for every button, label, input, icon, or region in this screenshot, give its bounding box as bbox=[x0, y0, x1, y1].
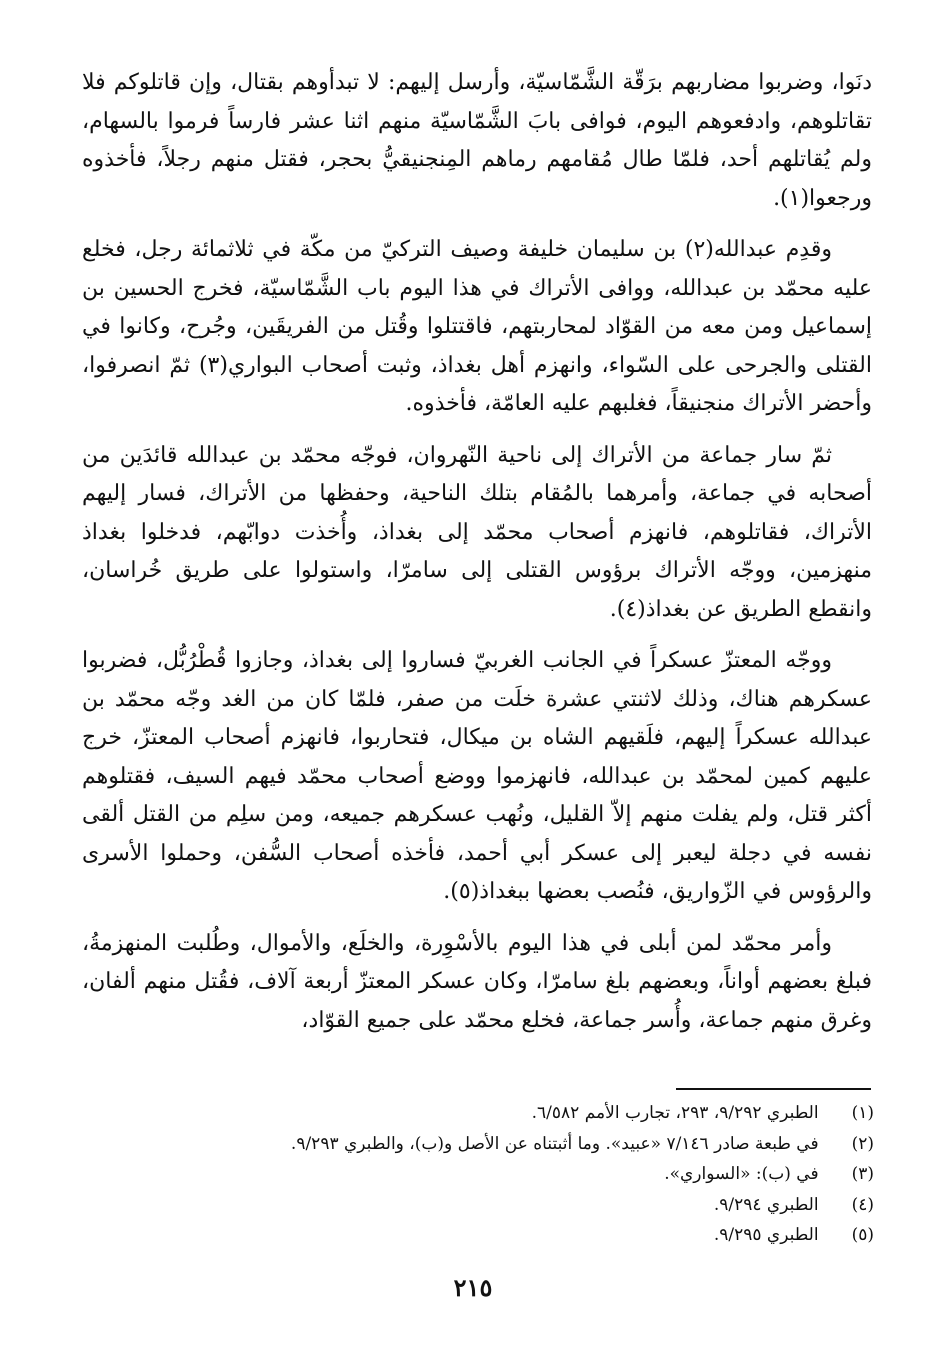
footnote-number: (٢) bbox=[851, 1133, 874, 1154]
paragraph: ثمّ سار جماعة من الأتراك إلى ناحية النّهروان، فوجّه محمّد بن عبدالله قائدَين من أصحابه في جماعة، وأمرهما بالمُقام بتلك الناحية، وحفظها من الأتراك، فسار إليهم الأتراك، فقاتلوهم، فانهزم أصحاب محمّد إلى بغداذ، وأُخذت دوابّهم، فدخلوا بغداذ منهزمين، ووجّه الأتراك برؤوس القتلى إلى سامرّا، واستولوا على طريق خُراسان، وانقطع الطريق عن بغداذ(٤). bbox=[82, 442, 872, 622]
footnote-text: الطبري ٩/٢٩٥. bbox=[713, 1225, 819, 1245]
footnote-number: (٥) bbox=[851, 1225, 874, 1245]
main-text bbox=[82, 64, 872, 1053]
footnote-text: في (ب): «السواري». bbox=[664, 1164, 819, 1184]
footnote bbox=[94, 1220, 874, 1251]
footnote-text: في طبعة صادر ٧/١٤٦ «عبيد». وما أثبتناه عن الأصل و(ب)، والطبري ٩/٢٩٣. bbox=[290, 1133, 819, 1154]
footnote-separator bbox=[676, 1088, 871, 1090]
page-number: ٢١٥ bbox=[453, 1273, 493, 1302]
footnote bbox=[94, 1098, 874, 1129]
footnote-number: (٤) bbox=[851, 1194, 874, 1215]
paragraph: ووجّه المعتزّ عسكراً في الجانب الغربيّ فساروا إلى بغداذ، وجازوا قُطْرُبُّل، فضربوا عسكرهم هناك، وذلك لاثنتي عشرة خلَت من صفر، فلمّا كان من الغد وجّه محمّد بن عبدالله عسكراً إليهم، فلَقيهم الشاه بن ميكال، فتحاربوا، فانهزم أصحاب المعتزّ، خرج عليهم كمين لمحمّد بن عبدالله، فانهزموا ووضع أصحاب محمّد فيهم السيف، فقتلوهم أكثر قتل، ولم يفلت منهم إلاّ القليل، ونُهب عسكرهم جميعه، ومن سلِم من القتل ألقى نفسه في دجلة ليعبر إلى عسكر أبي أحمد، فأخذه أصحاب السُّفن، وحملوا الأسرى والرؤوس في الزّواريق، فنُصب بعضها ببغداذ(٥). bbox=[82, 648, 873, 904]
footnotes bbox=[94, 1098, 874, 1251]
footnote bbox=[94, 1159, 874, 1190]
footnote bbox=[94, 1190, 874, 1221]
footnote-text: الطبري ٩/٢٩٢، ٢٩٣، تجارب الأمم ٦/٥٨٢. bbox=[531, 1103, 819, 1123]
footnote-text: الطبري ٩/٢٩٤. bbox=[713, 1194, 819, 1215]
paragraph: وقدِم عبدالله(٢) بن سليمان خليفة وصيف التركيّ من مكّة في ثلاثمائة رجل، فخلع عليه محمّد بن عبدالله، ووافى الأتراك في هذا اليوم باب الشَّمّاسيّة، فخرج الحسين بن إسماعيل ومن معه من القوّاد لمحاربتهم، فاقتتلوا وقُتل من الفريقَين، وجُرح، وكانوا في القتلى والجرحى على السّواء، وانهزم أهل بغداذ، وثبت أصحاب البواري(٣) ثمّ انصرفوا، وأحضر الأتراك منجنيقاً، فغلبهم عليه العامّة، فأخذوه. bbox=[82, 237, 872, 416]
paragraph: دنَوا، وضربوا مضاربهم برَقّة الشَّمّاسيّة، وأرسل إليهم: لا تبدأوهم بقتال، وإن قاتلوكم فلا تقاتلوهم، وادفعوهم اليوم، فوافى بابَ الشَّمّاسيّة منهم اثنا عشر فارساً فرموا بالسهام، ولم يُقاتلهم أحد، فلمّا طال مُقامهم رماهم المِنجنيقيُّ بحجر، فقتل منهم رجلاً، فأخذوه ورجعوا(١). bbox=[82, 70, 872, 211]
footnote bbox=[94, 1129, 874, 1160]
footnote-number: (٣) bbox=[851, 1164, 874, 1184]
paragraph: وأمر محمّد لمن أبلى في هذا اليوم بالأسْوِرة، والخلَع، والأموال، وطُلبت المنهزمةُ، فبلغ بعضهم أواناً، وبعضهم بلغ سامرّا، وكان عسكر المعتزّ أربعة آلاف، فقُتل منهم ألفان، وغرق منهم جماعة، وأُسر جماعة، فخلع محمّد على جميع القوّاد، bbox=[82, 930, 872, 1033]
footnote-number: (١) bbox=[851, 1103, 874, 1123]
